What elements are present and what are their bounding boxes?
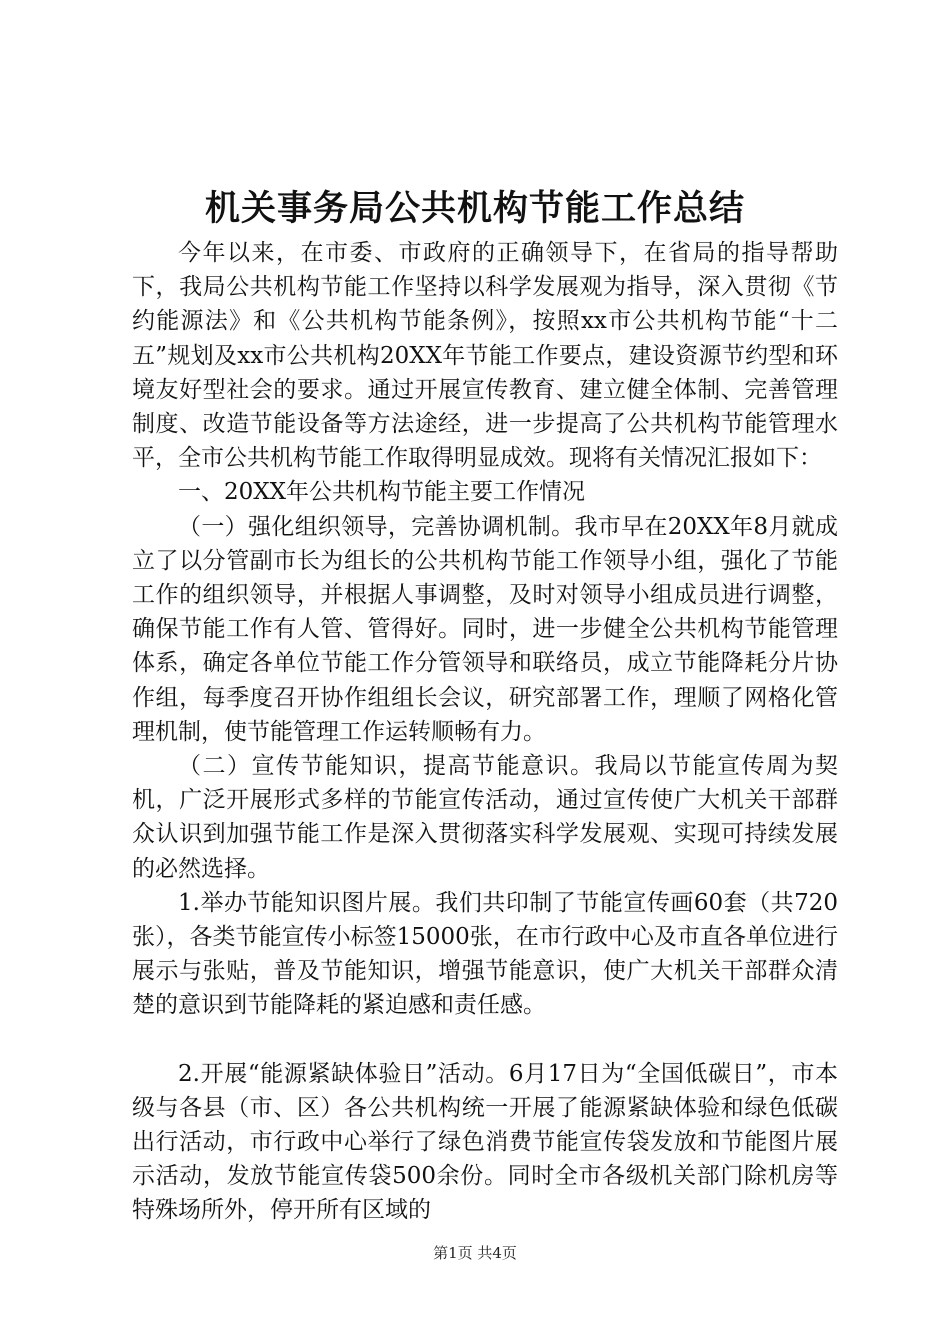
intro-paragraph: 今年以来，在市委、市政府的正确领导下，在省局的指导帮助下，我局公共机构节能工作坚持以科学发展观为指导，深入贯彻《节约能源法》和《公共机构节能条例》，按照xx市公共机构节能“十二五”规划及xx市公共机构20XX年节能工作要点，建设资源节约型和环境友好型社会的要求。通过开展宣传教育、建立健全体制、完善管理制度、改造节能设备等方法途经，进一步提高了公共机构节能管理水平，全市公共机构节能工作取得明显成效。现将有关情况汇报如下：	[132, 240, 838, 472]
page-number-footer: 第1页 共4页	[433, 1244, 517, 1262]
document-body	[132, 236, 838, 1228]
section-heading-1: 一、20XX年公共机构节能主要工作情况	[178, 479, 586, 506]
item-paragraph-2: 2.开展“能源紧缺体验日”活动。6月17日为“全国低碳日”，市本级与各县（市、区）各公共机构统一开展了能源紧缺体验和绿色低碳出行活动，市行政中心举行了绿色消费节能宣传袋发放和节能图片展示活动，发放节能宣传袋500余份。同时全市各级机关部门除机房等特殊场所外，停开所有区域的	[132, 1060, 838, 1224]
subsection-paragraph-1: （一）强化组织领导，完善协调机制。我市早在20XX年8月就成立了以分管副市长为组长的公共机构节能工作领导小组，强化了节能工作的组织领导，并根据人事调整，及时对领导小组成员进行调整，确保节能工作有人管、管得好。同时，进一步健全公共机构节能管理体系，确定各单位节能工作分管领导和联络员，成立节能降耗分片协作组，每季度召开协作组组长会议，研究部署工作，理顺了网格化管理机制，使节能管理工作运转顺畅有力。	[132, 513, 838, 745]
subsection-paragraph-2: （二）宣传节能知识，提高节能意识。我局以节能宣传周为契机，广泛开展形式多样的节能宣传活动，通过宣传使广大机关干部群众认识到加强节能工作是深入贯彻落实科学发展观、实现可持续发展的必然选择。	[132, 753, 838, 882]
document-title: 机关事务局公共机构节能工作总结	[204, 189, 745, 229]
item-paragraph-1: 1.举办节能知识图片展。我们共印制了节能宣传画60套（共720张），各类节能宣传小标签15000张，在市行政中心及市直各单位进行展示与张贴，普及节能知识，增强节能意识，使广大机关干部群众清楚的意识到节能降耗的紧迫感和责任感。	[132, 889, 838, 1019]
